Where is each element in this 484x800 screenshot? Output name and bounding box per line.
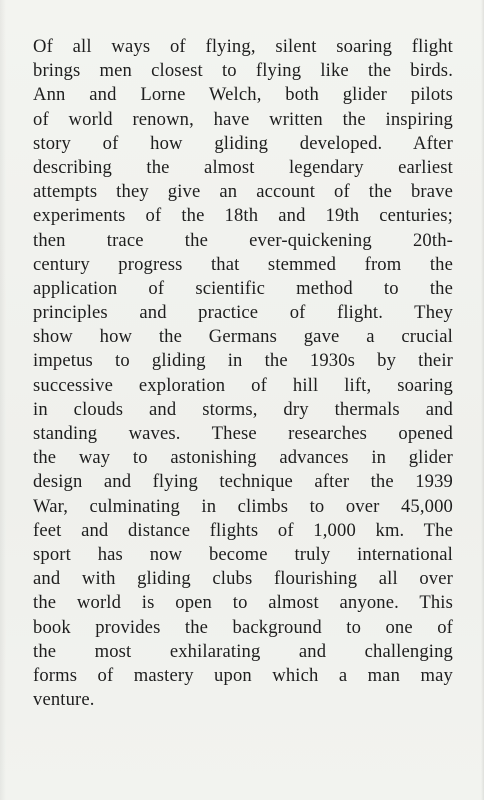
text-line: in clouds and storms, dry thermals and xyxy=(33,398,453,420)
text-line: Of all ways of flying, silent soaring flight xyxy=(33,36,453,57)
text-line: design and flying technique after the 1939 xyxy=(33,471,453,493)
text-line: sport has now become truly international xyxy=(33,543,453,565)
text-line: show how the Germans gave a crucial xyxy=(33,326,453,348)
text-line: century progress that stemmed from the xyxy=(33,253,453,275)
text-line: Ann and Lorne Welch, both glider pilots xyxy=(33,84,453,106)
text-line: successive exploration of hill lift, soaring xyxy=(33,374,453,396)
text-line: experiments of the 18th and 19th centuries; xyxy=(33,205,453,227)
text-line: of world renown, have written the inspiring xyxy=(33,108,453,130)
text-line: principles and practice of flight. They xyxy=(33,302,453,324)
text-line: the way to astonishing advances in glider xyxy=(33,447,453,469)
text-line: book provides the background to one of xyxy=(33,616,453,638)
text-line: application of scientific method to the xyxy=(33,277,453,299)
text-line: attempts they give an account of the brave xyxy=(33,181,453,203)
text-line: describing the almost legendary earliest xyxy=(33,156,453,178)
text-line-last: venture. xyxy=(33,689,95,711)
text-line: forms of mastery upon which a man may xyxy=(33,664,453,686)
text-line: then trace the ever-quickening 20th- xyxy=(33,229,453,251)
blurb-paragraph xyxy=(33,35,453,712)
text-line: the most exhilarating and challenging xyxy=(33,640,453,662)
text-line: the world is open to almost anyone. This xyxy=(33,592,453,614)
text-line: brings men closest to flying like the birds. xyxy=(33,60,453,82)
text-line: War, culminating in climbs to over 45,000 xyxy=(33,495,453,517)
text-line: feet and distance flights of 1,000 km. The xyxy=(33,519,453,541)
text-line: and with gliding clubs flourishing all over xyxy=(33,568,453,590)
text-line: impetus to gliding in the 1930s by their xyxy=(33,350,453,372)
text-line: story of how gliding developed. After xyxy=(33,132,453,154)
text-line: standing waves. These researches opened xyxy=(33,423,453,444)
